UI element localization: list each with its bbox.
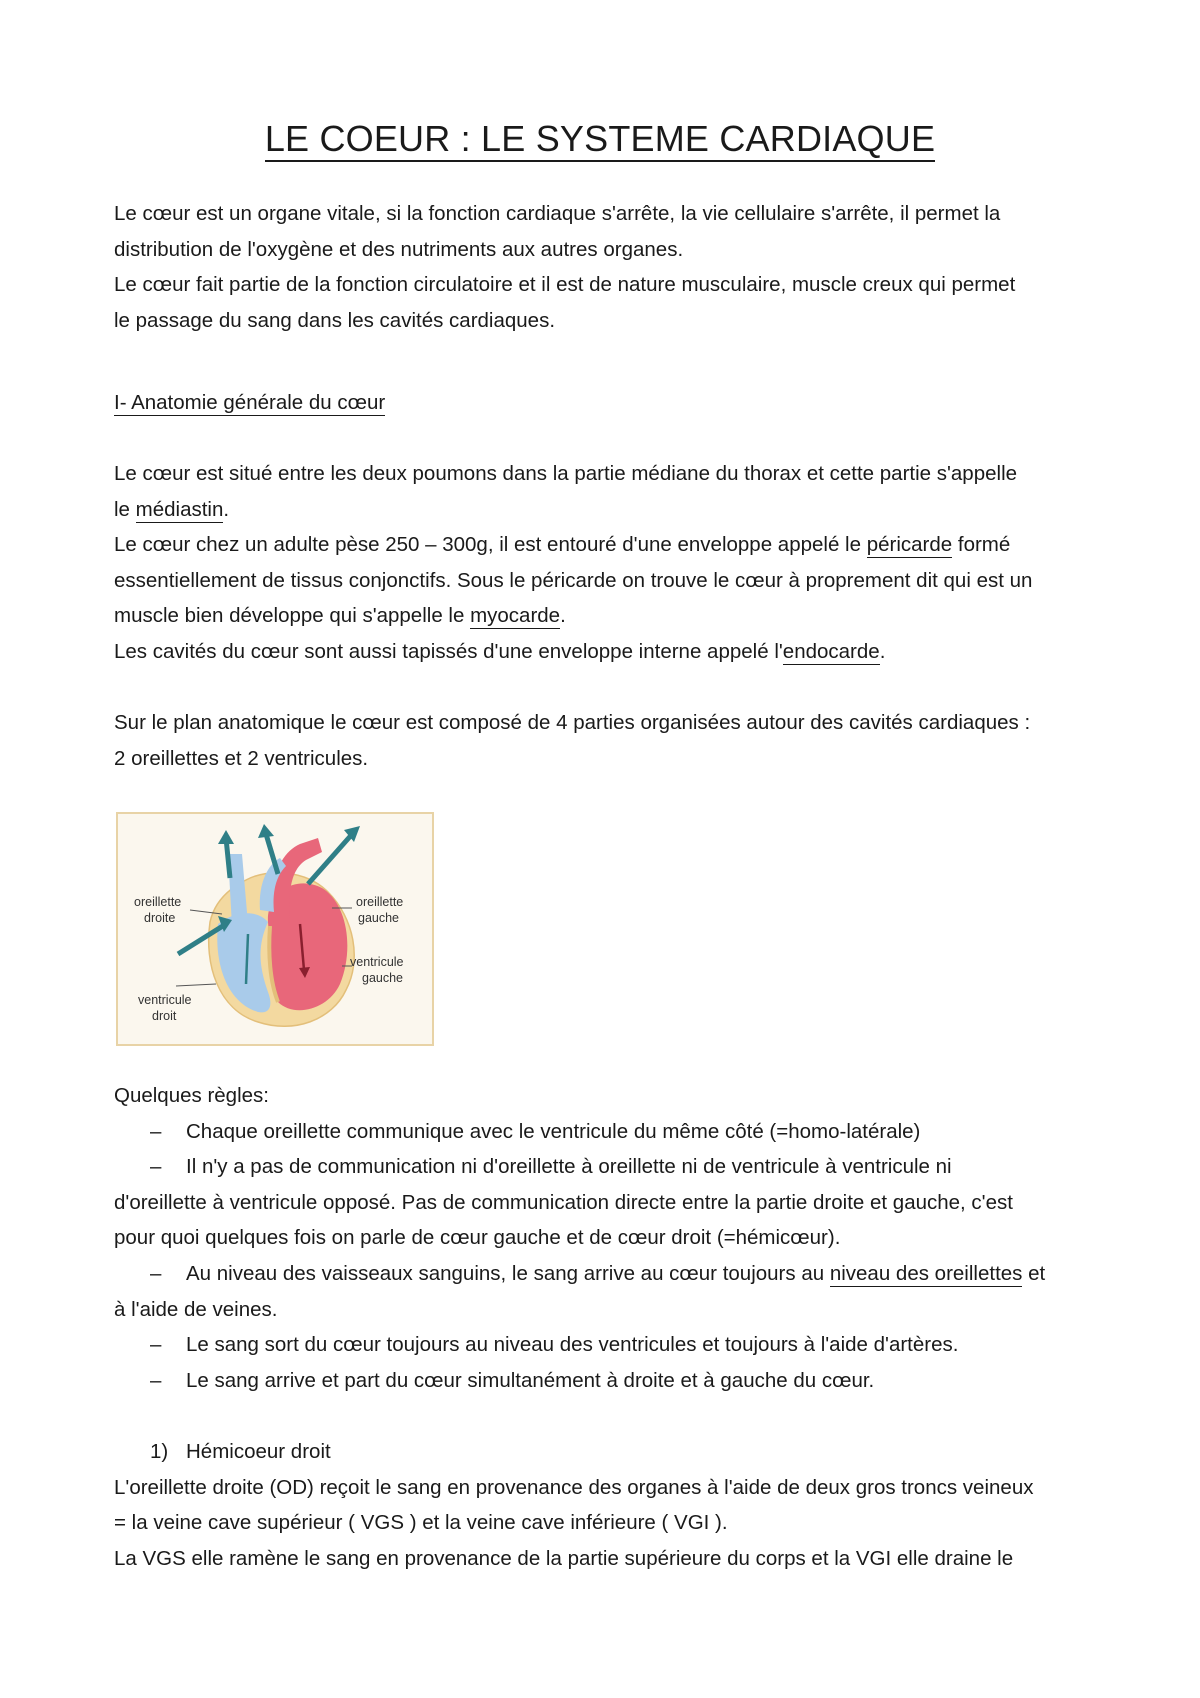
- subsection-heading: Hémicoeur droit: [186, 1440, 331, 1463]
- label-oreillette-droite: oreillette: [134, 895, 182, 909]
- rule-item-2-cont: pour quoi quelques fois on parle de cœur gauche et de cœur droit (=hémicœur).: [114, 1226, 841, 1250]
- intro-line-3: Le cœur fait partie de la fonction circulatoire et il est de nature musculaire, muscle creux qui permet: [114, 273, 1016, 297]
- label-ventricule-gauche: ventricule: [350, 955, 404, 969]
- label-ventricule-droit: ventricule: [138, 993, 192, 1007]
- label-oreillette-gauche: oreillette: [356, 895, 404, 909]
- label-ventricule-gauche-2: gauche: [362, 971, 404, 985]
- list-bullet: –: [150, 1368, 162, 1392]
- list-bullet: –: [150, 1262, 162, 1285]
- paragraph-line: Sur le plan anatomique le cœur est composé de 4 parties organisées autour des cavités cardiaques :: [114, 711, 1031, 734]
- rule-item-4: Le sang sort du cœur toujours au niveau des ventricules et toujours à l'aide d'artères.: [186, 1333, 959, 1357]
- paragraph-line: essentiellement de tissus conjonctifs. Sous le péricarde on trouve le cœur à proprement dit qui est un: [114, 568, 1033, 592]
- paragraph-line: 2 oreillettes et 2 ventricules.: [114, 746, 369, 770]
- label-ventricule-droit-2: droit: [152, 1009, 177, 1023]
- intro-line-1: Le cœur est un organe vitale, si la fonction cardiaque s'arrête, la vie cellulaire s'arrête, il permet la: [114, 202, 1001, 225]
- section-heading-anatomie: [114, 385, 1094, 421]
- list-bullet: –: [150, 1155, 162, 1179]
- subsection-number: 1): [150, 1440, 169, 1463]
- rule-item-5: Le sang arrive et part du cœur simultanément à droite et à gauche du cœur.: [186, 1368, 875, 1392]
- rules-intro: Quelques règles:: [114, 1084, 269, 1107]
- heart-diagram-svg: [118, 814, 432, 1044]
- paragraph-line: L'oreillette droite (OD) reçoit le sang en provenance des organes à l'aide de deux gros troncs veineux: [114, 1475, 1034, 1499]
- rule-item-3-cont: à l'aide de veines.: [114, 1297, 278, 1321]
- rule-item-1: Chaque oreillette communique avec le ventricule du même côté (=homo-latérale): [186, 1119, 921, 1143]
- label-oreillette-droite-2: droite: [144, 911, 176, 925]
- flow-arrow: [218, 830, 234, 844]
- term-myocarde: myocarde: [470, 604, 561, 628]
- list-bullet: –: [150, 1333, 162, 1357]
- rule-item-3: Au niveau des vaisseaux sanguins, le sang arrive au cœur toujours au niveau des oreillettes et: [186, 1262, 1046, 1285]
- intro-line-2: distribution de l'oxygène et des nutriments aux autres organes.: [114, 237, 684, 261]
- paragraph-line: le médiastin.: [114, 497, 230, 521]
- section-heading-text: I- Anatomie générale du cœur: [114, 391, 386, 414]
- term-niveau-oreillettes: niveau des oreillettes: [829, 1262, 1023, 1285]
- term-pericarde: péricarde: [866, 533, 953, 557]
- paragraph-line: = la veine cave supérieur ( VGS ) et la veine cave inférieure ( VGI ).: [114, 1511, 728, 1535]
- rule-item-2-cont: d'oreillette à ventricule opposé. Pas de communication directe entre la partie droite et gauche, c'est: [114, 1190, 1013, 1214]
- heart-diagram: [116, 812, 434, 1046]
- intro-line-4: le passage du sang dans les cavités cardiaques.: [114, 308, 556, 332]
- rule-item-2: Il n'y a pas de communication ni d'oreillette à oreillette ni de ventricule à ventricule ni: [186, 1155, 952, 1179]
- label-oreillette-gauche-2: gauche: [358, 911, 400, 925]
- term-mediastin: médiastin: [135, 497, 224, 521]
- list-bullet: –: [150, 1119, 162, 1143]
- paragraph-line: muscle bien développe qui s'appelle le myocarde.: [114, 604, 566, 628]
- paragraph-line: La VGS elle ramène le sang en provenance de la partie supérieure du corps et la VGI elle draine le: [114, 1546, 1014, 1570]
- term-endocarde: endocarde: [782, 640, 880, 663]
- flow-arrow: [258, 824, 274, 838]
- page-title: LE COEUR : LE SYSTEME CARDIAQUE: [0, 118, 1200, 160]
- paragraph-line: Le cœur chez un adulte pèse 250 – 300g, il est entouré d'une enveloppe appelé le péricarde formé: [114, 533, 1011, 557]
- paragraph-line: Le cœur est situé entre les deux poumons dans la partie médiane du thorax et cette partie s'appelle: [114, 462, 1018, 485]
- paragraph-line: Les cavités du cœur sont aussi tapissés d'une enveloppe interne appelé l'endocarde.: [114, 640, 886, 663]
